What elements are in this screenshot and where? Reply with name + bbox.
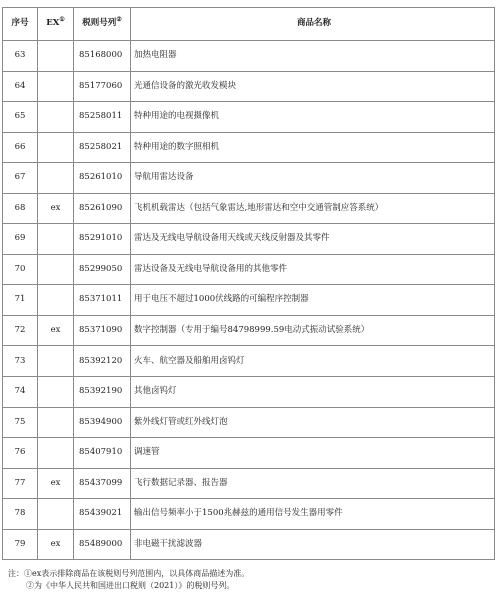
header-ex: EX① (38, 8, 74, 41)
table-row (3, 163, 495, 194)
row-ex-flag (38, 102, 74, 133)
row-product-name: 特种用途的数字照相机 (131, 132, 495, 163)
row-product-name: 特种用途的电视摄像机 (131, 102, 495, 133)
row-product-name: 非电磁干扰滤波器 (131, 529, 495, 560)
table-row (3, 438, 495, 469)
row-tariff-code: 85407910 (74, 438, 131, 469)
table-row (3, 224, 495, 255)
row-ex-flag: ex (38, 468, 74, 499)
header-ex-footnote-mark: ① (59, 16, 65, 24)
row-ex-flag (38, 499, 74, 530)
row-tariff-code: 85258021 (74, 132, 131, 163)
table-row (3, 193, 495, 224)
table-row (3, 41, 495, 72)
row-ex-flag (38, 377, 74, 408)
table-row (3, 346, 495, 377)
row-index: 79 (3, 529, 38, 560)
row-tariff-code: 85394900 (74, 407, 131, 438)
row-tariff-code: 85437099 (74, 468, 131, 499)
row-ex-flag (38, 346, 74, 377)
row-index: 69 (3, 224, 38, 255)
row-tariff-code: 85489000 (74, 529, 131, 560)
row-tariff-code: 85371090 (74, 315, 131, 346)
row-product-name: 数字控制器（专用于编号84798999.59电动式振动试验系统） (131, 315, 495, 346)
tariff-table (2, 7, 495, 560)
row-tariff-code: 85392190 (74, 377, 131, 408)
row-product-name: 雷达及无线电导航设备用天线或天线反射器及其零件 (131, 224, 495, 255)
row-product-name: 调速管 (131, 438, 495, 469)
row-product-name: 火车、航空器及船舶用卤钨灯 (131, 346, 495, 377)
row-tariff-code: 85439021 (74, 499, 131, 530)
row-product-name: 用于电压不超过1000伏线路的可编程序控制器 (131, 285, 495, 316)
row-tariff-code: 85299050 (74, 254, 131, 285)
table-row (3, 407, 495, 438)
row-index: 67 (3, 163, 38, 194)
row-tariff-code: 85168000 (74, 41, 131, 72)
row-product-name: 导航用雷达设备 (131, 163, 495, 194)
row-tariff-code: 85371011 (74, 285, 131, 316)
table-row (3, 468, 495, 499)
row-ex-flag (38, 254, 74, 285)
row-ex-flag (38, 163, 74, 194)
row-index: 71 (3, 285, 38, 316)
row-index: 70 (3, 254, 38, 285)
table-row (3, 71, 495, 102)
row-ex-flag: ex (38, 193, 74, 224)
row-product-name: 光通信设备的激光收发模块 (131, 71, 495, 102)
table-row (3, 132, 495, 163)
table-row (3, 285, 495, 316)
row-ex-flag (38, 41, 74, 72)
row-index: 65 (3, 102, 38, 133)
row-ex-flag (38, 438, 74, 469)
row-tariff-code: 85258011 (74, 102, 131, 133)
row-index: 76 (3, 438, 38, 469)
row-product-name: 其他卤钨灯 (131, 377, 495, 408)
row-index: 78 (3, 499, 38, 530)
row-ex-flag: ex (38, 315, 74, 346)
row-product-name: 加热电阻器 (131, 41, 495, 72)
row-index: 72 (3, 315, 38, 346)
table-header-row (3, 8, 495, 41)
footnotes (8, 568, 488, 592)
row-index: 64 (3, 71, 38, 102)
row-product-name: 紫外线灯管或红外线灯泡 (131, 407, 495, 438)
row-product-name: 雷达设备及无线电导航设备用的其他零件 (131, 254, 495, 285)
row-tariff-code: 85261010 (74, 163, 131, 194)
row-product-name: 输出信号频率小于1500兆赫兹的通用信号发生器用零件 (131, 499, 495, 530)
table-row (3, 254, 495, 285)
table-row (3, 499, 495, 530)
row-ex-flag: ex (38, 529, 74, 560)
row-product-name: 飞行数据记录器、报告器 (131, 468, 495, 499)
footnote-1: 注：①ex表示排除商品在该税则号列范围内，以具体商品描述为准。 (8, 569, 250, 578)
row-index: 68 (3, 193, 38, 224)
row-ex-flag (38, 71, 74, 102)
header-index: 序号 (3, 8, 38, 41)
row-ex-flag (38, 224, 74, 255)
row-ex-flag (38, 407, 74, 438)
row-index: 73 (3, 346, 38, 377)
row-index: 75 (3, 407, 38, 438)
row-tariff-code: 85291010 (74, 224, 131, 255)
row-product-name: 飞机机载雷达（包括气象雷达,地形雷达和空中交通管制应答系统） (131, 193, 495, 224)
table-row (3, 315, 495, 346)
row-ex-flag (38, 285, 74, 316)
header-code-footnote-mark: ② (116, 16, 122, 24)
row-index: 63 (3, 41, 38, 72)
table-row (3, 102, 495, 133)
row-tariff-code: 85392120 (74, 346, 131, 377)
row-ex-flag (38, 132, 74, 163)
footnote-2: ②为《中华人民共和国进出口税则（2021）》的税则号列。 (26, 581, 235, 590)
row-index: 74 (3, 377, 38, 408)
header-product-name: 商品名称 (131, 8, 495, 41)
header-tariff-code: 税则号列② (74, 8, 131, 41)
row-tariff-code: 85177060 (74, 71, 131, 102)
table-row (3, 377, 495, 408)
row-index: 77 (3, 468, 38, 499)
row-index: 66 (3, 132, 38, 163)
row-tariff-code: 85261090 (74, 193, 131, 224)
table-row (3, 529, 495, 560)
